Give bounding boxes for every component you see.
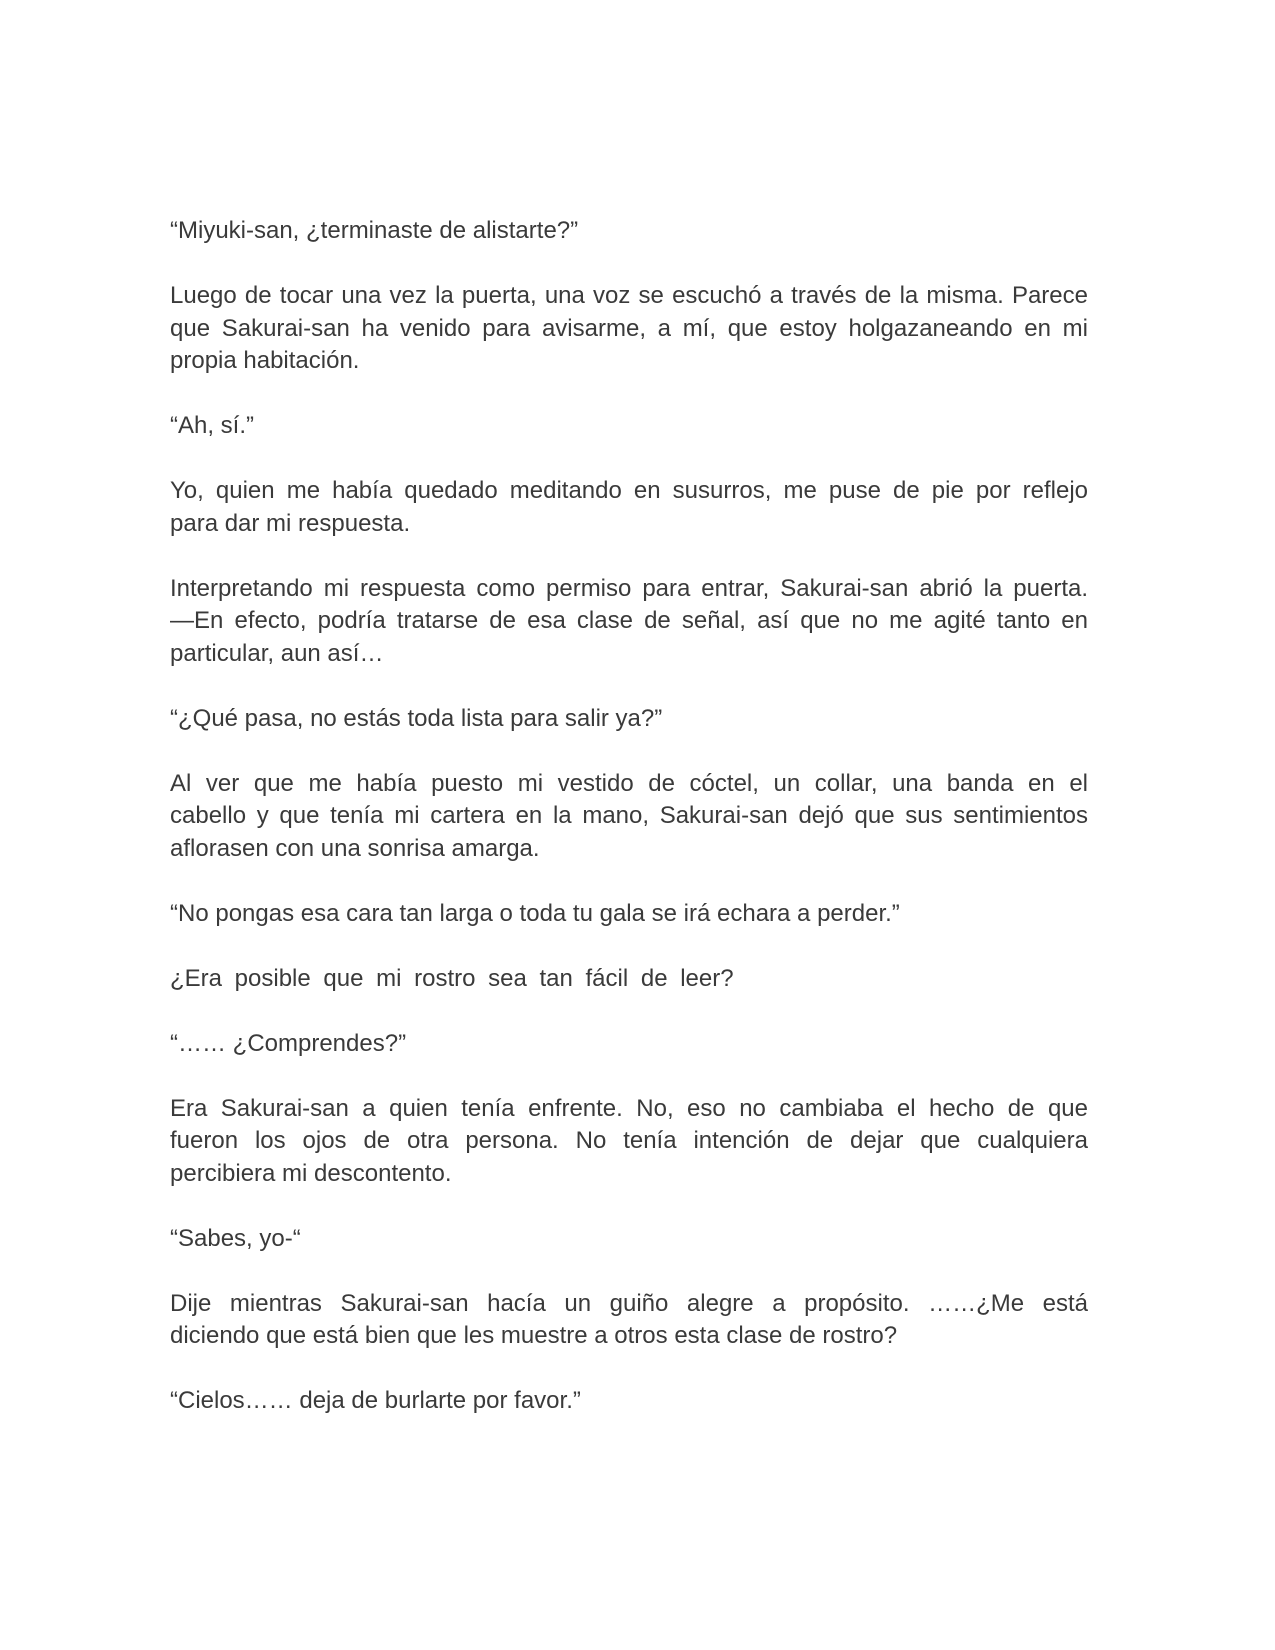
paragraph-10-dialogue <box>170 1028 1088 1061</box>
text-line: cabello y que tenía mi cartera en la mano, Sakurai-san dejó que sus sentimientos <box>170 802 1088 829</box>
text-line: fueron los ojos de otra persona. No tenía intención de dejar que cualquiera <box>170 1127 1088 1154</box>
paragraph-11-narration <box>170 1093 1088 1191</box>
text-line: Yo, quien me había quedado meditando en susurros, me puse de pie por reflejo <box>170 477 1088 504</box>
text-line: “Cielos…… deja de burlarte por favor.” <box>170 1387 581 1414</box>
text-line: “…… ¿Comprendes?” <box>170 1029 407 1057</box>
text-block <box>170 215 1088 1450</box>
paragraph-3-dialogue <box>170 410 1088 443</box>
text-line: aflorasen con una sonrisa amarga. <box>170 834 540 862</box>
text-line: “Miyuki-san, ¿terminaste de alistarte?” <box>170 217 579 244</box>
text-line: diciendo que está bien que les muestre a otros esta clase de rostro? <box>170 1322 898 1349</box>
paragraph-13-narration <box>170 1288 1088 1353</box>
text-line: propia habitación. <box>170 347 360 374</box>
paragraph-7-narration <box>170 768 1088 866</box>
text-line: “Sabes, yo-“ <box>170 1224 301 1252</box>
paragraph-4-narration <box>170 475 1088 540</box>
paragraph-5-narration <box>170 573 1088 671</box>
text-line: que Sakurai-san ha venido para avisarme, a mí, que estoy holgazaneando en mi <box>170 314 1088 342</box>
text-line: Interpretando mi respuesta como permiso para entrar, Sakurai-san abrió la puerta. <box>170 574 1088 602</box>
text-line: “No pongas esa cara tan larga o toda tu gala se irá echara a perder.” <box>170 899 900 927</box>
paragraph-9-narration <box>170 963 1088 996</box>
paragraph-6-dialogue <box>170 703 1088 736</box>
paragraph-12-dialogue <box>170 1223 1088 1256</box>
text-line: “¿Qué pasa, no estás toda lista para salir ya?” <box>170 704 663 732</box>
text-line: “Ah, sí.” <box>170 412 255 439</box>
text-line: Dije mientras Sakurai-san hacía un guiño alegre a propósito. ……¿Me está <box>170 1289 1088 1317</box>
text-line: para dar mi respuesta. <box>170 509 411 537</box>
paragraph-8-dialogue <box>170 898 1088 931</box>
text-line: —En efecto, podría tratarse de esa clase de señal, así que no me agité tanto en <box>170 607 1088 634</box>
text-line: percibiera mi descontento. <box>170 1159 452 1187</box>
paragraph-1-dialogue <box>170 215 1088 248</box>
text-line: Al ver que me había puesto mi vestido de cóctel, un collar, una banda en el <box>170 769 1088 797</box>
text-line: Luego de tocar una vez la puerta, una voz se escuchó a través de la misma. Parece <box>170 282 1088 309</box>
text-line: particular, aun así… <box>170 639 384 667</box>
paragraph-2-narration <box>170 280 1088 378</box>
paragraph-14-dialogue <box>170 1385 1088 1418</box>
text-line: ¿Era posible que mi rostro sea tan fácil de leer? <box>170 964 734 992</box>
text-line: Era Sakurai-san a quien tenía enfrente. No, eso no cambiaba el hecho de que <box>170 1094 1088 1122</box>
